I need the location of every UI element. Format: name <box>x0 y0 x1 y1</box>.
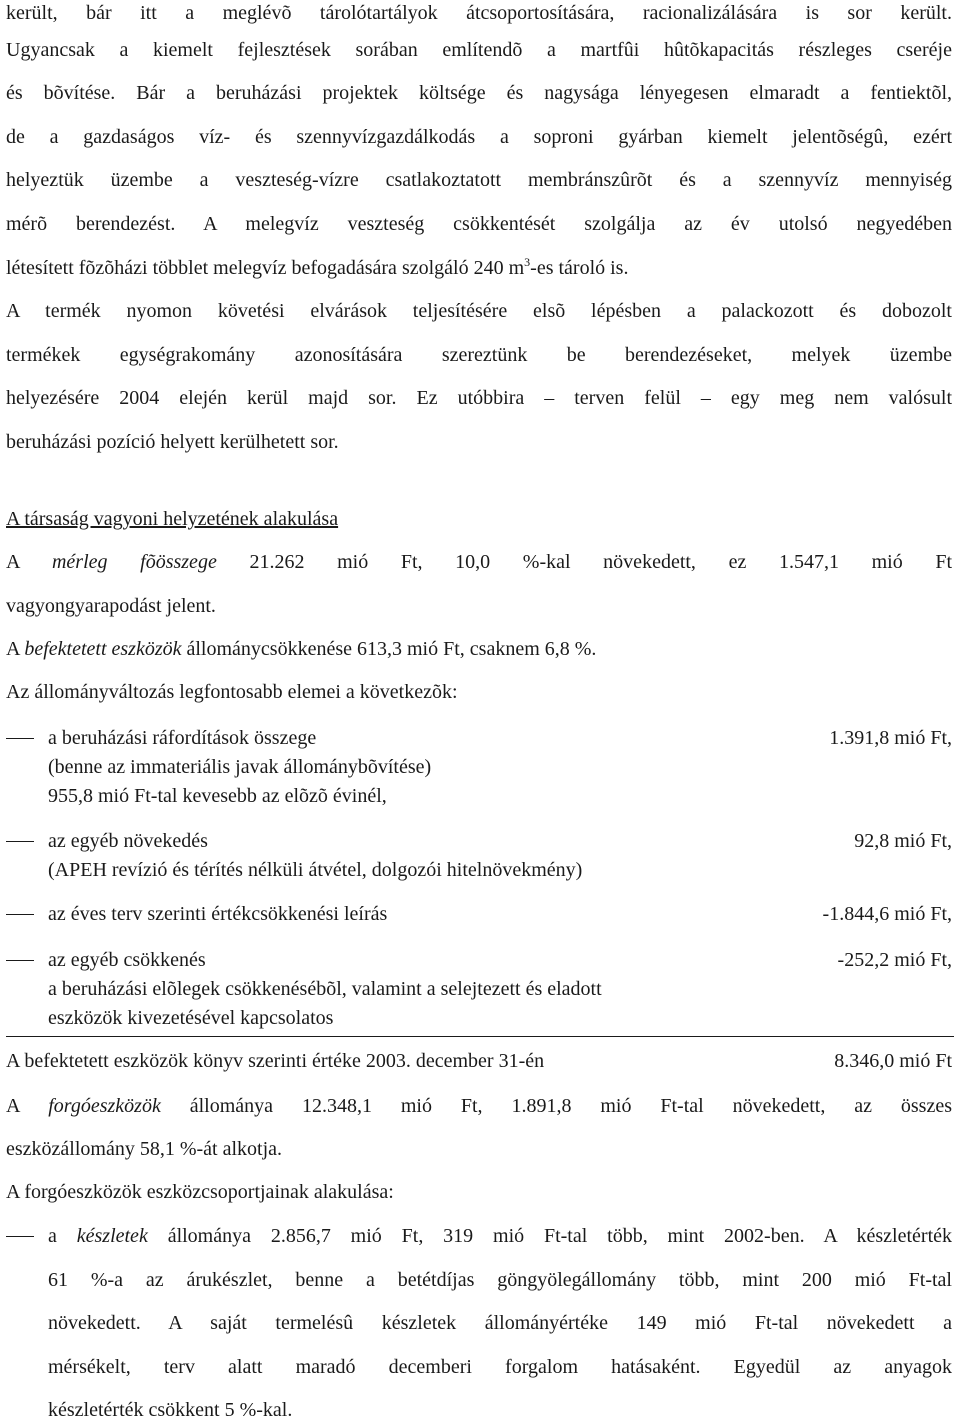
change-item-line: az éves terv szerinti értékcsökkenési leírás <box>48 903 388 925</box>
fixed-assets-term: befektetett eszközök <box>24 638 182 660</box>
change-item-line: (benne az immateriális javak állománybõvítése) <box>48 756 432 778</box>
change-item-line: az egyéb növekedés <box>48 830 208 852</box>
paragraph-line: de a gazdaságos víz- és szennyvízgazdálkodás a soproni gyárban kiemelt jelentõségû, ezért <box>6 126 952 148</box>
change-item-line: 955,8 mió Ft-tal kevesebb az elõzõ évinél, <box>48 785 387 807</box>
dash-bullet <box>6 960 34 961</box>
superscript: 3 <box>524 255 531 269</box>
paragraph-line: A termék nyomon követési elvárások teljesítésére elsõ lépésben a palackozott és dobozolt <box>6 300 952 322</box>
inventory-line: 61 %-a az árukészlet, benne a betétdíjas göngyölegállomány több, mint 200 mió Ft-tal <box>48 1269 952 1291</box>
current-assets-line: eszközállomány 58,1 %-át alkotja. <box>6 1138 283 1160</box>
balance-line: A mérleg fõösszege 21.262 mió Ft, 10,0 %-kal növekedett, ez 1.547,1 mió Ft <box>6 551 953 573</box>
change-item-amount: 1.391,8 mió Ft, <box>829 727 952 749</box>
paragraph-line: került, bár itt a meglévõ tárolótartályok átcsoportosítására, racionalizálására is sor került. <box>6 2 952 24</box>
paragraph-line: létesített fõzõházi többlet melegvíz befogadására szolgáló 240 $m^3-es$ tároló is. <box>6 255 629 279</box>
dash-bullet <box>6 841 34 842</box>
changes-intro: Az állományváltozás legfontosabb elemei a következõk: <box>6 681 458 703</box>
change-item-line: az egyéb csökkenés <box>48 949 206 971</box>
book-value-amount: 8.346,0 mió Ft <box>834 1050 952 1072</box>
current-assets-term: forgóeszközök <box>48 1095 161 1117</box>
book-value-label: A befektetett eszközök könyv szerinti értéke 2003. december 31-én <box>6 1050 545 1072</box>
paragraph-line: helyezésére 2004 elején kerül majd sor. Ez utóbbira – terven felül – egy meg nem valósult <box>6 387 952 409</box>
change-item-amount: 92,8 mió Ft, <box>854 830 952 852</box>
inventory-line: a készletek állománya 2.856,7 mió Ft, 319 mió Ft-tal több, mint 2002-ben. A készletérték <box>48 1225 953 1247</box>
change-item-line: (APEH revízió és térítés nélküli átvétel, dolgozói hitelnövekmény) <box>48 859 583 881</box>
change-item-amount: -252,2 mió Ft, <box>837 949 952 971</box>
paragraph-line: és bõvítése. Bár a beruházási projektek költsége és nagysága lényegesen elmaradt a fentiektõl, <box>6 82 952 104</box>
inventory-line: mérsékelt, terv alatt maradó decemberi forgalom hatásaként. Egyedül az anyagok <box>48 1356 952 1378</box>
paragraph-line: helyeztük üzembe a veszteség-vízre csatlakoztatott membránszûrõt és a szennyvíz mennyiség <box>6 169 952 191</box>
change-item-line: a beruházási ráfordítások összege <box>48 727 317 749</box>
fixed-assets-line: A befektetett eszközök állománycsökkenése 613,3 mió Ft, csaknem 6,8 %. <box>6 638 597 660</box>
balance-term: mérleg fõösszege <box>51 551 217 573</box>
balance-line: vagyongyarapodást jelent. <box>6 595 216 617</box>
current-intro: A forgóeszközök eszközcsoportjainak alakulása: <box>6 1181 394 1203</box>
inventory-line: készletérték csökkent 5 %-kal. <box>48 1399 293 1421</box>
change-item-line: eszközök kivezetésével kapcsolatos <box>48 1007 334 1029</box>
dash-bullet <box>6 914 34 915</box>
dash-bullet <box>6 738 34 739</box>
paragraph-line: Ugyancsak a kiemelt fejlesztések sorában említendõ a martfûi hûtõkapacitás részleges cseréje <box>6 39 952 61</box>
paragraph-line: termékek egységrakomány azonosítására szereztünk be berendezéseket, melyek üzembe <box>6 344 952 366</box>
inventory-line: növekedett. A saját termelésû készletek állományértéke 149 mió Ft-tal növekedett a <box>48 1312 952 1334</box>
current-assets-line: A forgóeszközök állománya 12.348,1 mió Ft, 1.891,8 mió Ft-tal növekedett, az összes <box>6 1095 953 1117</box>
change-item-amount: -1.844,6 mió Ft, <box>822 903 952 925</box>
total-rule <box>6 1036 954 1037</box>
dash-bullet <box>6 1236 34 1237</box>
inventory-term: készletek <box>76 1225 148 1247</box>
paragraph-line: beruházási pozíció helyett kerülhetett sor. <box>6 431 339 453</box>
change-item-line: a beruházási elõlegek csökkenésébõl, valamint a selejtezett és eladott <box>48 978 602 1000</box>
paragraph-line: mérõ berendezést. A melegvíz veszteség csökkentését szolgálja az év utolsó negyedében <box>6 213 952 235</box>
section-heading: A társaság vagyoni helyzetének alakulása <box>6 508 339 530</box>
